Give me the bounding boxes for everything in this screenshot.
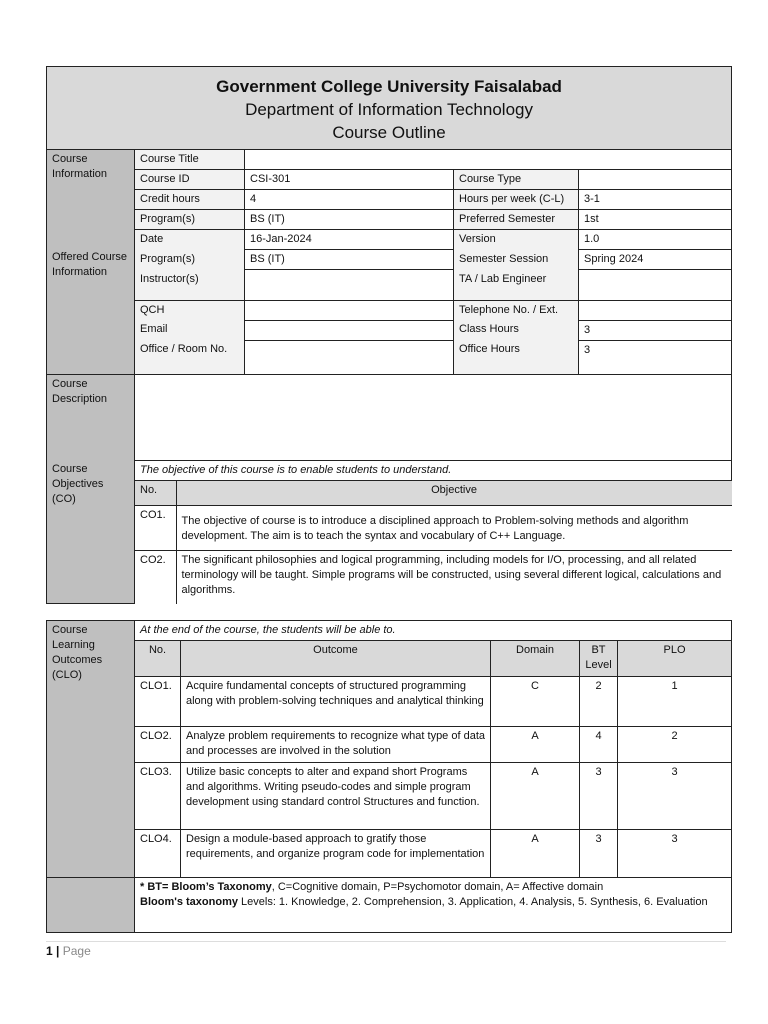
outcome-text: Design a module-based approach to gratify those requirements, and organize program code for implementation: [181, 830, 491, 878]
version-label: Version: [454, 230, 579, 250]
credit-hours-value: 4: [245, 190, 454, 210]
outcome-row: [47, 677, 732, 727]
outcome-row: [47, 830, 732, 878]
office-hours-label: Office Hours: [454, 340, 579, 374]
outcomes-col-bt-level: BT Level: [580, 641, 618, 677]
outcome-domain: A: [491, 830, 580, 878]
qch-value: [245, 301, 454, 321]
hours-per-week-value: 3-1: [579, 190, 732, 210]
offered-course-information-label: Offered Course Information: [47, 230, 135, 375]
document-title: Course Outline: [332, 123, 446, 142]
outcomes-intro: At the end of the course, the students will be able to.: [135, 621, 732, 641]
preferred-semester-label: Preferred Semester: [454, 210, 579, 230]
offered-programs-value: BS (IT): [245, 250, 454, 270]
course-description-value: [135, 374, 732, 460]
course-type-label: Course Type: [454, 170, 579, 190]
offered-programs-label: Program(s): [135, 250, 245, 270]
outcomes-col-plo: PLO: [618, 641, 732, 677]
objectives-intro: The objective of this course is to enable students to understand.: [135, 460, 732, 480]
office-room-label: Office / Room No.: [135, 340, 245, 374]
outcome-text: Utilize basic concepts to alter and expand short Programs and algorithms. Writing pseudo-codes and simple program development using standard control Structures and function.: [181, 763, 491, 830]
objective-no: CO2.: [135, 551, 176, 604]
outcome-domain: A: [491, 763, 580, 830]
note-line1-text: , C=Cognitive domain, P=Psychomotor domain, A= Affective domain: [271, 881, 604, 893]
objective-row: [135, 506, 732, 551]
course-type-value: [579, 170, 732, 190]
note-left-cell: [47, 878, 135, 933]
credit-hours-label: Credit hours: [135, 190, 245, 210]
objectives-col-no: No.: [135, 481, 176, 506]
outcome-plo: 1: [618, 677, 732, 727]
outcome-bt-level: 2: [580, 677, 618, 727]
semester-session-label: Semester Session: [454, 250, 579, 270]
course-title-label: Course Title: [135, 150, 245, 170]
ta-lab-engineer-label: TA / Lab Engineer: [454, 270, 579, 301]
course-id-label: Course ID: [135, 170, 245, 190]
page-label: Page: [62, 944, 91, 958]
department-name: Department of Information Technology: [245, 100, 533, 119]
bloom-taxonomy-note: [135, 878, 732, 933]
note-line2-bold: Bloom's taxonomy: [140, 896, 238, 908]
outcome-bt-level: 3: [580, 830, 618, 878]
outcomes-col-domain: Domain: [491, 641, 580, 677]
objectives-col-objective: Objective: [176, 481, 732, 506]
outcome-no: CLO3.: [135, 763, 181, 830]
outcome-row: [47, 727, 732, 763]
page-footer: [46, 944, 91, 958]
outcome-domain: A: [491, 727, 580, 763]
outcomes-col-no: No.: [135, 641, 181, 677]
course-outline-table: [46, 66, 732, 604]
outcome-plo: 3: [618, 830, 732, 878]
programs-value: BS (IT): [245, 210, 454, 230]
objective-row: [135, 551, 732, 604]
outcome-text: Acquire fundamental concepts of structured programming along with problem-solving techniques and analytical thinking: [181, 677, 491, 727]
semester-session-value: Spring 2024: [579, 250, 732, 270]
class-hours-label: Class Hours: [454, 320, 579, 340]
page-number: 1: [46, 944, 53, 958]
course-title-value: [245, 150, 732, 170]
ta-lab-engineer-value: [579, 270, 732, 301]
hours-per-week-label: Hours per week (C-L): [454, 190, 579, 210]
outcome-bt-level: 4: [580, 727, 618, 763]
course-objectives-label: Course Objectives (CO): [47, 460, 135, 604]
outcome-no: CLO4.: [135, 830, 181, 878]
qch-label: QCH: [135, 301, 245, 321]
programs-label: Program(s): [135, 210, 245, 230]
office-hours-value: 3: [579, 340, 732, 374]
outcome-text: Analyze problem requirements to recognize what type of data and processes are involved in the solution: [181, 727, 491, 763]
footer-divider: [46, 941, 726, 942]
outcome-domain: C: [491, 677, 580, 727]
objectives-table-cell: [135, 480, 732, 604]
note-line2-text: Levels: 1. Knowledge, 2. Comprehension, 3. Application, 4. Analysis, 5. Synthesis, 6. Evaluation: [237, 896, 708, 908]
instructor-value: [245, 270, 454, 301]
document-header: [47, 67, 732, 150]
outcomes-col-outcome: Outcome: [181, 641, 491, 677]
course-information-label: Course Information: [47, 150, 135, 230]
outcome-no: CLO2.: [135, 727, 181, 763]
date-value: 16-Jan-2024: [245, 230, 454, 250]
outcome-no: CLO1.: [135, 677, 181, 727]
version-value: 1.0: [579, 230, 732, 250]
class-hours-value: 3: [579, 320, 732, 340]
course-id-value: CSI-301: [245, 170, 454, 190]
learning-outcomes-table: [46, 620, 732, 933]
preferred-semester-value: 1st: [579, 210, 732, 230]
outcome-plo: 2: [618, 727, 732, 763]
date-label: Date: [135, 230, 245, 250]
outcome-bt-level: 3: [580, 763, 618, 830]
email-label: Email: [135, 320, 245, 340]
university-name: Government College University Faisalabad: [216, 77, 562, 96]
telephone-value: [579, 301, 732, 321]
note-line1-bold: * BT= Bloom’s Taxonomy: [140, 881, 272, 893]
objective-text: The objective of course is to introduce a disciplined approach to Problem-solving methods and algorithm development. The aim is to teach the syntax and vocabulary of C++ Language.: [176, 506, 732, 551]
objectives-table: [135, 481, 732, 604]
clo-label: Course Learning Outcomes (CLO): [47, 621, 135, 878]
office-room-value: [245, 340, 454, 374]
objective-text: The significant philosophies and logical programming, including models for I/O, processing, and all related terminology will be taught. Simple programs will be constructed, using several different logical, calculations and algorithms.: [176, 551, 732, 604]
telephone-label: Telephone No. / Ext.: [454, 301, 579, 321]
course-description-label: Course Description: [47, 374, 135, 460]
outcome-plo: 3: [618, 763, 732, 830]
outcome-row: [47, 763, 732, 830]
page-separator: |: [52, 944, 63, 958]
objective-no: CO1.: [135, 506, 176, 551]
instructor-label: Instructor(s): [135, 270, 245, 301]
email-value: [245, 320, 454, 340]
